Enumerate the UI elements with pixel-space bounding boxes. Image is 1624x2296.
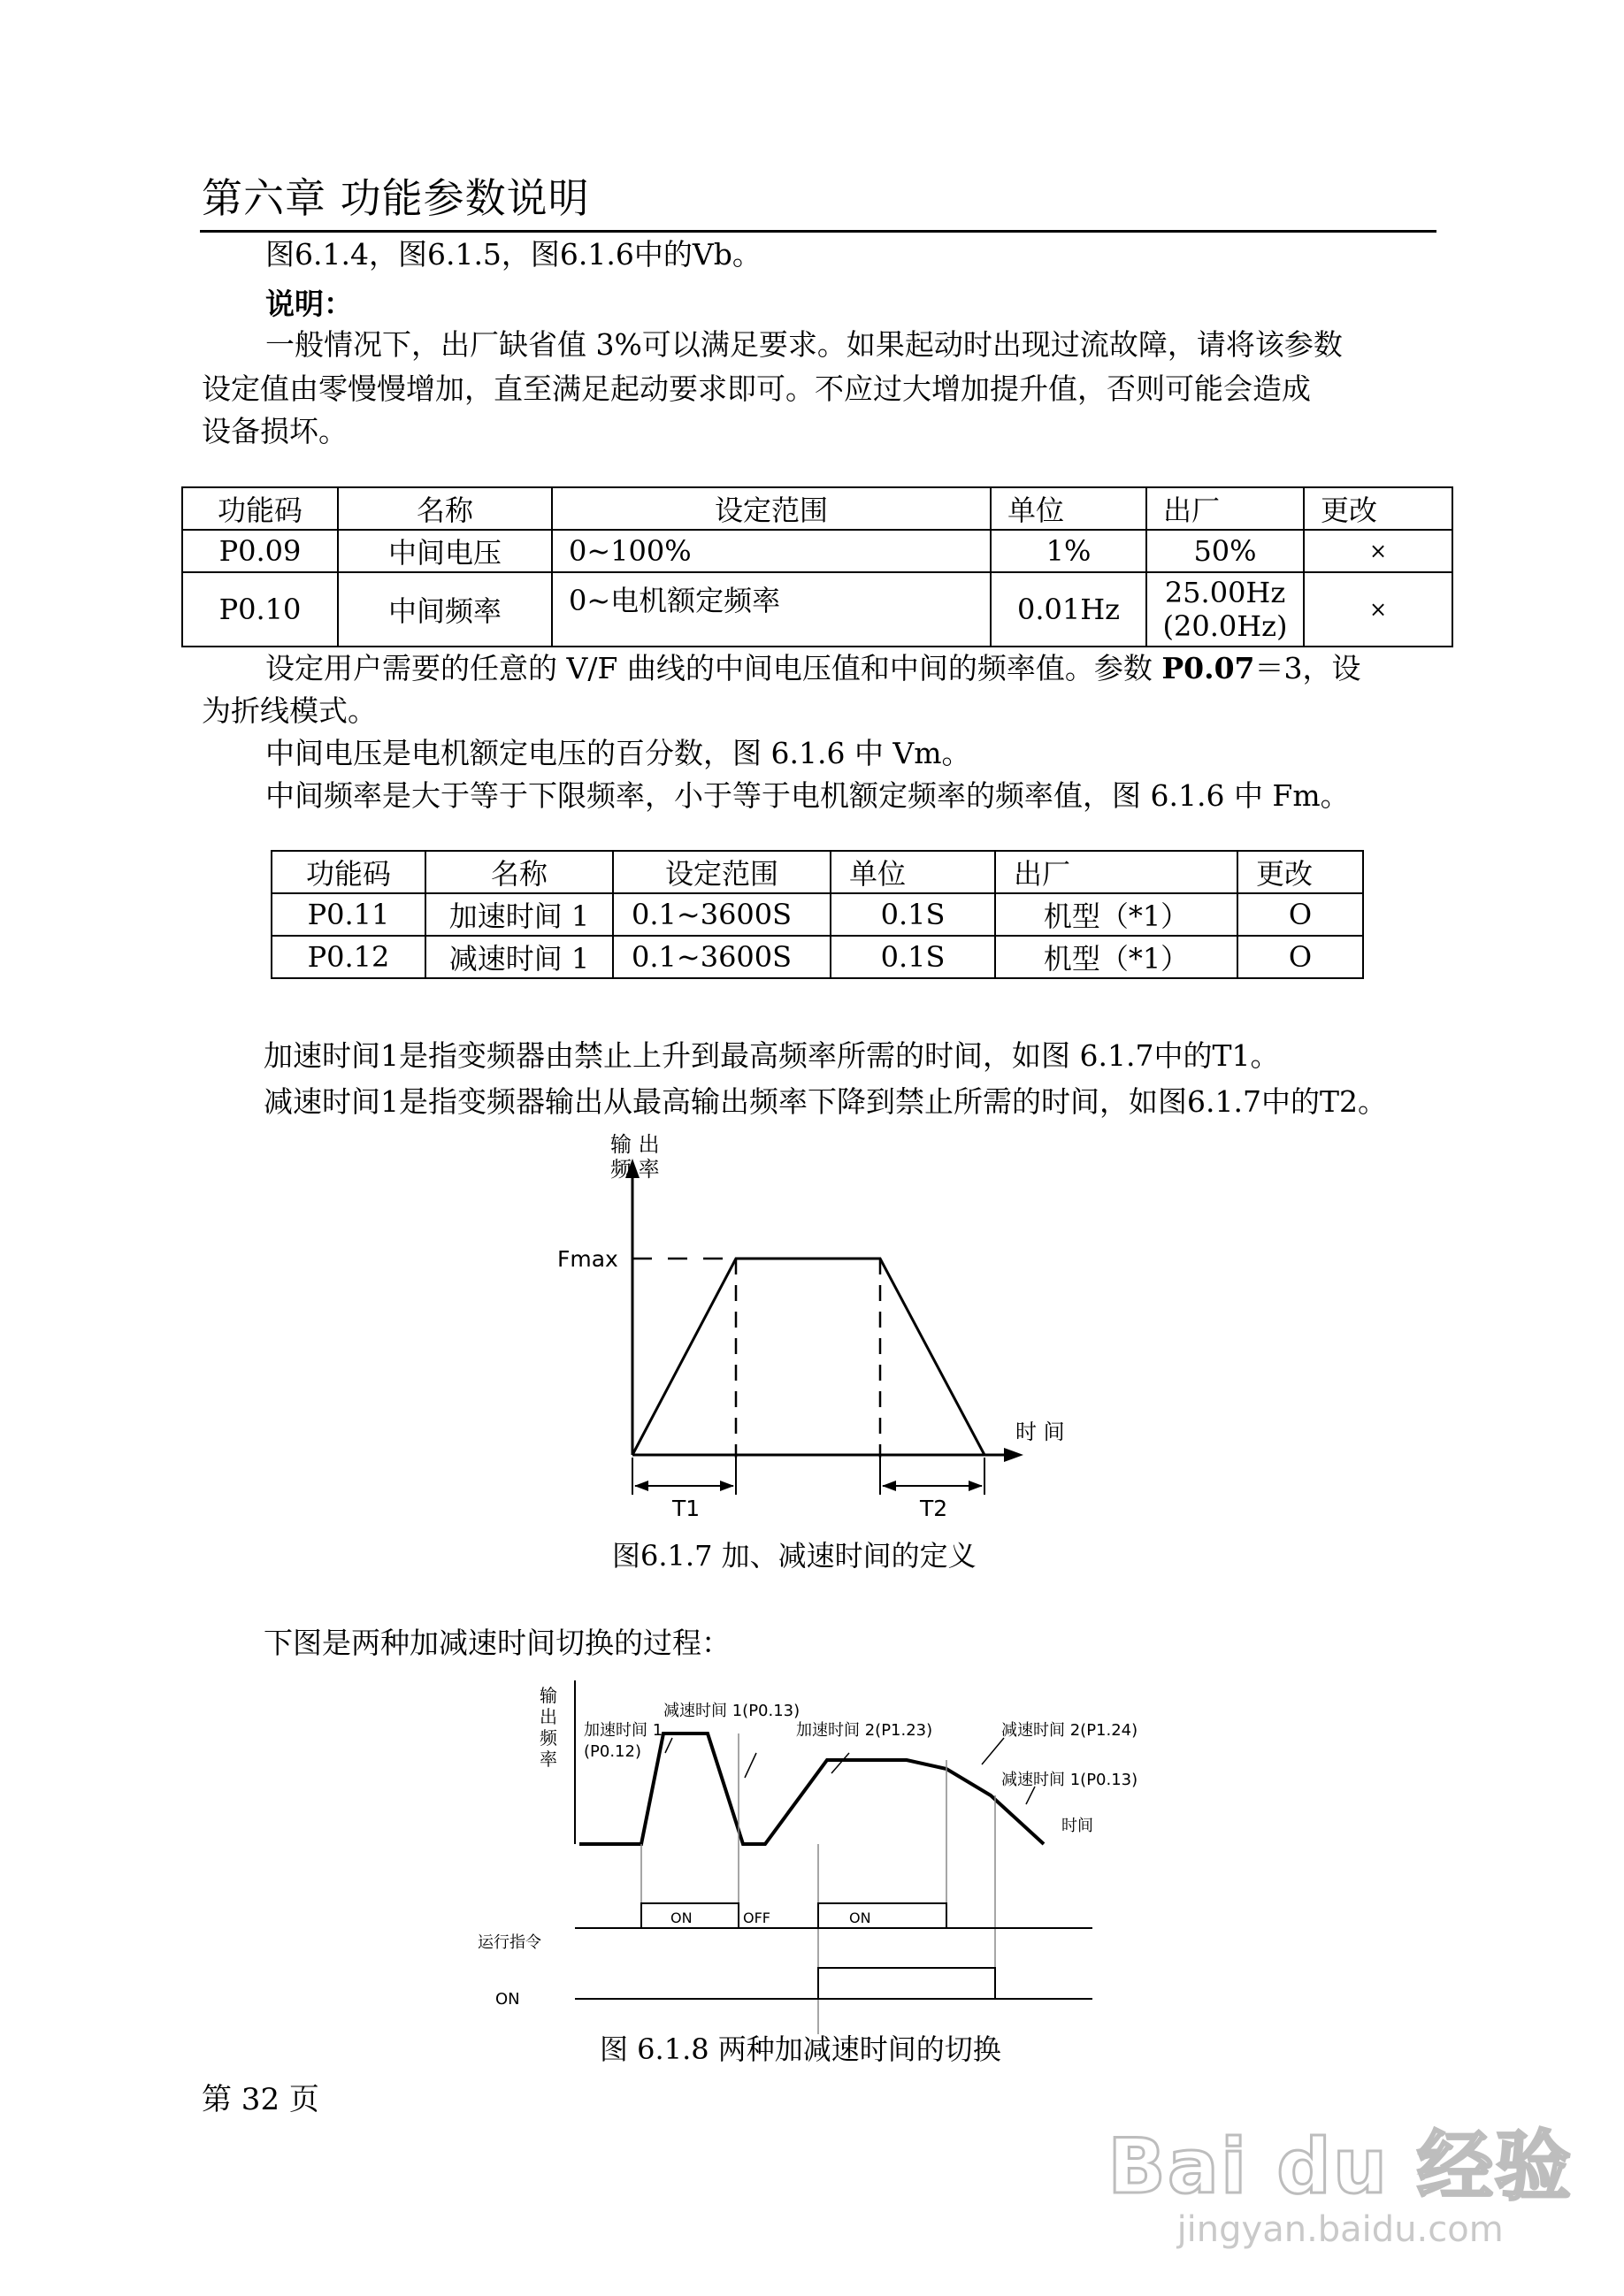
header-cell: 更改 bbox=[1237, 851, 1363, 893]
header-cell: 出厂 bbox=[1146, 487, 1304, 530]
table-row bbox=[272, 936, 1363, 978]
callout-arrow bbox=[665, 1738, 672, 1753]
unit-cell: 0.1S bbox=[831, 936, 995, 978]
accel-decel-switch-diagram bbox=[460, 1672, 1203, 2034]
page-number: 第 32 页 bbox=[202, 2082, 319, 2117]
callout-arrow bbox=[1026, 1787, 1035, 1804]
chapter-title: 第六章 功能参数说明 bbox=[202, 174, 590, 222]
run-cmd-label: 运行指令 bbox=[478, 1933, 541, 1952]
t2-arrow-left bbox=[882, 1481, 896, 1491]
t2-arrow-right bbox=[969, 1481, 983, 1491]
unit-cell: 0.1S bbox=[831, 893, 995, 936]
vf-line-1 bbox=[265, 646, 1361, 692]
note-line-1: 一般情况下，出厂缺省值 3%可以满足要求。如果起动时出现过流故障，请将该参数 bbox=[265, 327, 1343, 362]
unit-cell: 1% bbox=[991, 530, 1146, 572]
baidu-watermark bbox=[1107, 2105, 1573, 2250]
x-label: 时间 bbox=[1061, 1817, 1093, 1835]
default-cell: 50% bbox=[1146, 530, 1304, 572]
x-axis-arrow bbox=[1004, 1448, 1023, 1462]
default-line-2: (20.0Hz) bbox=[1162, 609, 1288, 643]
accel2-label: 加速时间 2(P1.23) bbox=[796, 1721, 933, 1740]
vf-line-2: 为折线模式。 bbox=[202, 693, 377, 728]
figure-caption-1: 图6.1.7 加、减速时间的定义 bbox=[612, 1539, 977, 1573]
header-cell: 出厂 bbox=[995, 851, 1237, 893]
t2-label: T2 bbox=[920, 1496, 948, 1521]
decel1-label-top: 减速时间 1(P0.13) bbox=[663, 1702, 801, 1720]
figure-caption-2: 图 6.1.8 两种加减速时间的切换 bbox=[600, 2032, 1001, 2066]
y-label-char: 出 bbox=[540, 1706, 557, 1727]
change-cell: × bbox=[1304, 530, 1452, 572]
range-cell: 0.1~3600S bbox=[613, 893, 831, 936]
on-label-1: ON bbox=[670, 1910, 693, 1926]
table-row bbox=[182, 572, 1452, 647]
accel-definition: 加速时间1是指变频器由禁止上升到最高频率所需的时间，如图 6.1.7中的T1。 bbox=[264, 1038, 1280, 1073]
frequency-curve bbox=[579, 1733, 1044, 1844]
vf-line-1b: ＝3，设 bbox=[1254, 651, 1361, 685]
range-cell: 0.1~3600S bbox=[613, 936, 831, 978]
t1-arrow-left bbox=[634, 1481, 648, 1491]
code-cell: P0.09 bbox=[182, 530, 338, 572]
y-label-char: 率 bbox=[540, 1749, 557, 1770]
decel2-label: 减速时间 2(P1.24) bbox=[1001, 1721, 1138, 1740]
param-table-2 bbox=[271, 850, 1364, 979]
y-label-line-2: 频 率 bbox=[610, 1157, 660, 1182]
table-header-row bbox=[182, 487, 1452, 530]
header-cell: 单位 bbox=[831, 851, 995, 893]
default-cell: 机型（*1） bbox=[995, 936, 1237, 978]
on-signal-label: ON bbox=[495, 1990, 520, 2009]
fmax-label: Fmax bbox=[557, 1246, 618, 1272]
callout-arrow bbox=[831, 1753, 849, 1773]
default-cell: 机型（*1） bbox=[995, 893, 1237, 936]
vf-line-4: 中间频率是大于等于下限频率，小于等于电机额定频率的频率值，图 6.1.6 中 Fm。 bbox=[265, 778, 1350, 813]
code-cell: P0.11 bbox=[272, 893, 425, 936]
y-label-line-1: 输 出 bbox=[610, 1132, 660, 1157]
switch-intro: 下图是两种加减速时间切换的过程： bbox=[264, 1626, 731, 1660]
note-line-3: 设备损坏。 bbox=[202, 414, 348, 448]
on-pulse bbox=[818, 1968, 995, 1999]
header-cell: 名称 bbox=[425, 851, 613, 893]
accel1-param: (P0.12) bbox=[584, 1742, 641, 1761]
name-cell: 中间电压 bbox=[338, 530, 552, 572]
range-cell: 0~100% bbox=[552, 530, 991, 572]
t1-label: T1 bbox=[672, 1496, 701, 1521]
off-label: OFF bbox=[743, 1910, 770, 1926]
frequency-curve bbox=[632, 1259, 984, 1455]
on-label-2: ON bbox=[849, 1910, 871, 1926]
param-table-1 bbox=[181, 486, 1453, 647]
decel-definition: 减速时间1是指变频器输出从最高输出频率下降到禁止所需的时间，如图6.1.7中的T2。 bbox=[264, 1084, 1387, 1119]
unit-cell: 0.01Hz bbox=[991, 572, 1146, 647]
decel1-label-right: 减速时间 1(P0.13) bbox=[1001, 1771, 1138, 1789]
header-cell: 功能码 bbox=[182, 487, 338, 530]
header-cell: 更改 bbox=[1304, 487, 1452, 530]
y-label-char: 频 bbox=[540, 1727, 557, 1749]
param-ref: P0.07 bbox=[1161, 651, 1255, 685]
accel-decel-diagram bbox=[531, 1132, 1097, 1557]
header-cell: 名称 bbox=[338, 487, 552, 530]
run-pulse-2 bbox=[818, 1903, 946, 1928]
note-line-2: 设定值由零慢慢增加，直至满足起动要求即可。不应过大增加提升值，否则可能会造成 bbox=[202, 371, 1311, 406]
x-label: 时 间 bbox=[1015, 1420, 1065, 1444]
watermark-url: jingyan.baidu.com bbox=[1176, 2209, 1504, 2250]
callout-arrow bbox=[745, 1753, 756, 1778]
default-line-1: 25.00Hz bbox=[1164, 576, 1286, 609]
ref-line: 图6.1.4，图6.1.5，图6.1.6中的Vb。 bbox=[265, 237, 762, 272]
table-row bbox=[182, 530, 1452, 572]
table-header-row bbox=[272, 851, 1363, 893]
vf-line-3: 中间电压是电机额定电压的百分数，图 6.1.6 中 Vm。 bbox=[265, 736, 971, 770]
header-cell: 设定范围 bbox=[613, 851, 831, 893]
t1-arrow-right bbox=[720, 1481, 734, 1491]
accel1-label: 加速时间 1 bbox=[584, 1721, 663, 1740]
name-cell: 加速时间 1 bbox=[425, 893, 613, 936]
default-cell bbox=[1146, 572, 1304, 647]
name-cell: 中间频率 bbox=[338, 572, 552, 647]
range-cell: 0~电机额定频率 bbox=[552, 572, 991, 647]
change-cell: O bbox=[1237, 893, 1363, 936]
vf-line-1a: 设定用户需要的任意的 V/F 曲线的中间电压值和中间的频率值。参数 bbox=[265, 651, 1162, 685]
note-title: 说明： bbox=[265, 287, 353, 321]
header-cell: 功能码 bbox=[272, 851, 425, 893]
change-cell: O bbox=[1237, 936, 1363, 978]
header-cell: 单位 bbox=[991, 487, 1146, 530]
callout-arrow bbox=[982, 1738, 1004, 1764]
y-label-char: 输 bbox=[540, 1685, 557, 1706]
name-cell: 减速时间 1 bbox=[425, 936, 613, 978]
watermark-brand: Bai du 经验 bbox=[1107, 2123, 1573, 2211]
table-row bbox=[272, 893, 1363, 936]
code-cell: P0.12 bbox=[272, 936, 425, 978]
header-cell: 设定范围 bbox=[552, 487, 991, 530]
change-cell: × bbox=[1304, 572, 1452, 647]
code-cell: P0.10 bbox=[182, 572, 338, 647]
